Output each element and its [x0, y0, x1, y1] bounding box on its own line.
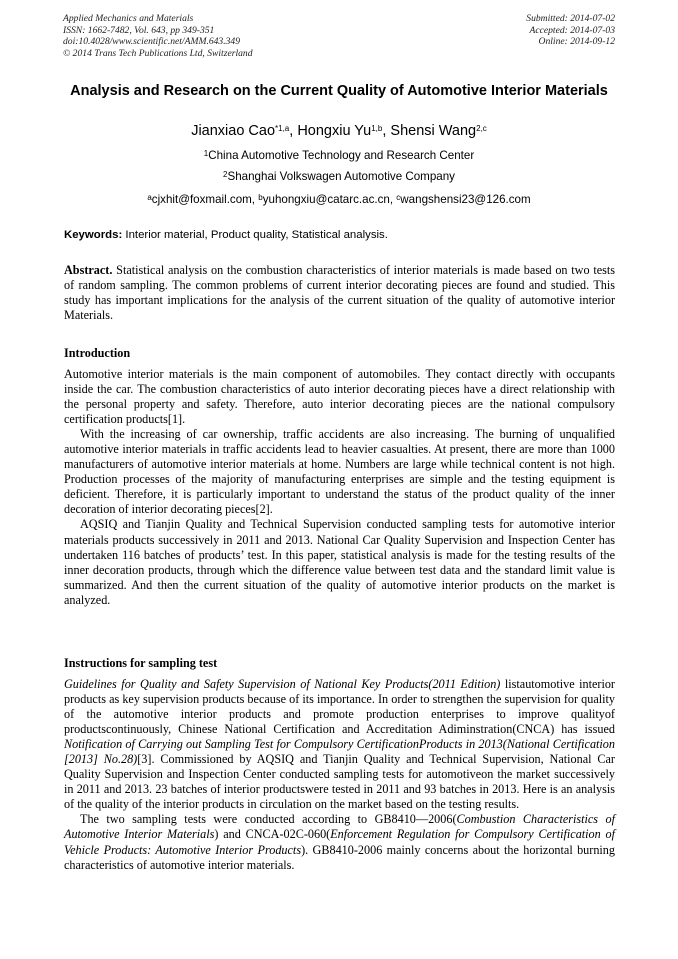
author-line: Jianxiao Cao$^{*1,a}$, Hongxiu Yu$^{1,b}$, Shensi Wang$^{2,c}$ [191, 123, 487, 139]
paper-title: Analysis and Research on the Current Quality of Automotive Interior Materials [70, 83, 608, 99]
paragraph: The two sampling tests were conducted according to GB8410—2006(Combustion Characteristics of Automotive Interior Materials) and CNCA-02C-060(Enforcement Regulation for Compulsory Certification of Vehicle Products: Automotive Interior Products). GB8410-2006 mainly concerns about the horizontal burning characteristics of automotive interior materials. [64, 812, 615, 872]
email-line: $^a$cjxhit@foxmail.com, $^b$yuhongxiu@catarc.ac.cn, $^c$wangshensi23@126.com [147, 193, 531, 206]
introduction-body [64, 367, 615, 608]
keywords [64, 228, 614, 242]
abstract-label: Abstract. [64, 263, 113, 277]
paragraph: Automotive interior materials is the main component of automobiles. They contact directly with occupants inside the car. The combustion characteristics of auto interior decorating pieces have a direct relationship with the personal property and safety. Therefore, auto interior decorating pieces are the national compulsory certification products[1]. [64, 367, 615, 427]
paragraph: AQSIQ and Tianjin Quality and Technical Supervision conducted sampling tests for automotive interior materials products successively in 2011 and 2013. National Car Quality Supervision and Inspection Center has undertaken 116 batches of products’ test. In this paper, statistical analysis is made for the testing results of the inner decoration products, through which the difference value between test data and the standard limit value is summarized. And then the current situation of the quality of automotive interior products on the market is analyzed. [64, 517, 615, 607]
author-superscript: *1,a [275, 124, 290, 133]
affiliation-1: $^1$China Automotive Technology and Research Center [203, 149, 475, 162]
notification-title: Notification of Carrying out Sampling Test for Compulsory CertificationProducts in 2013(National Certification [2013] No.28) [64, 737, 615, 767]
standard-title: Combustion Characteristics of Automotive Interior Materials [64, 812, 615, 842]
author-name: Jianxiao Cao [191, 123, 276, 139]
introduction-heading: Introduction [64, 346, 131, 360]
author-superscript: 2,c [476, 124, 487, 133]
paragraph: With the increasing of car ownership, traffic accidents are also increasing. The burning of unqualified automotive interior materials in traffic accidents lead to heavier casualties. At present, there are more than 1000 manufacturers of automotive interior materials at home. Numbers are large while technical content is not high. Production processes of the majority of manufacturing enterprises are simple and the testing equipment is deficient. Therefore, it is particularly important to understand the status of the product quality of the inner decoration of interior decorating pieces[2]. [64, 427, 615, 517]
author-name: Shensi Wang [390, 123, 477, 139]
abstract [64, 263, 615, 323]
journal-header [63, 13, 393, 59]
submitted-date: Submitted: 2014-07-02 [526, 13, 615, 24]
email-address: yuhongxiu@catarc.ac.cn, [262, 193, 397, 206]
journal-issn: ISSN: 1662-7482, Vol. 643, pp 349-351 [63, 24, 215, 36]
journal-name: Applied Mechanics and Materials [63, 13, 194, 24]
online-date: Online: 2014-09-12 [538, 36, 615, 48]
keywords-label: Keywords: [64, 229, 123, 241]
instructions-heading: Instructions for sampling test [64, 656, 218, 670]
email-address: cjxhit@foxmail.com, [151, 193, 259, 206]
paragraph: Guidelines for Quality and Safety Supervision of National Key Products(2011 Edition) listautomotive interior products as key supervision products because of its importance. In order to strengthen the supervision for quality of the automotive interior products and promote production enterprises to improve qualityof productscontinuously, Chinese National Certification and Accreditation Adiminstration(CNCA) has issued Notification of Carrying out Sampling Test for Compulsory CertificationProducts in 2013(National Certification [2013] No.28)[3]. Commissioned by AQSIQ and Tianjin Quality and Technical Supervision, National Car Quality Supervision and Inspection Center conducted sampling tests for automotiveon the market successively in 2011 and 2013. 23 batches of interior productswere tested in 2011 and 93 batches in 2013. Here is an analysis of the quality of the interior products in circulation on the market based on the testing results. [64, 677, 615, 812]
regulation-title: Enforcement Regulation for Compulsory Certification of Vehicle Products: Automotive Interior Products [64, 827, 615, 857]
abstract-text: Statistical analysis on the combustion characteristics of interior materials is made based on two tests of random sampling. The common problems of current interior decorating pieces are found and studied. This study has important implications for the analysis of the current situation of the quality of automotive interior Materials. [64, 263, 615, 323]
keywords-text: Interior material, Product quality, Statistical analysis. [122, 229, 388, 241]
author-superscript: 1,b [371, 124, 383, 133]
email-address: wangshensi23@126.com [400, 193, 531, 206]
journal-doi: doi:10.4028/www.scientific.net/AMM.643.349 [63, 36, 241, 48]
accepted-date: Accepted: 2014-07-03 [529, 24, 615, 36]
instructions-body [64, 677, 615, 873]
guideline-title: Guidelines for Quality and Safety Supervision of National Key Products(2011 Edition) [64, 677, 501, 691]
dates-header [415, 13, 615, 48]
author-name: Hongxiu Yu [297, 123, 372, 139]
journal-copyright: © 2014 Trans Tech Publications Ltd, Switzerland [63, 47, 253, 59]
affiliation-2: $^2$Shanghai Volkswagen Automotive Company [223, 170, 455, 183]
